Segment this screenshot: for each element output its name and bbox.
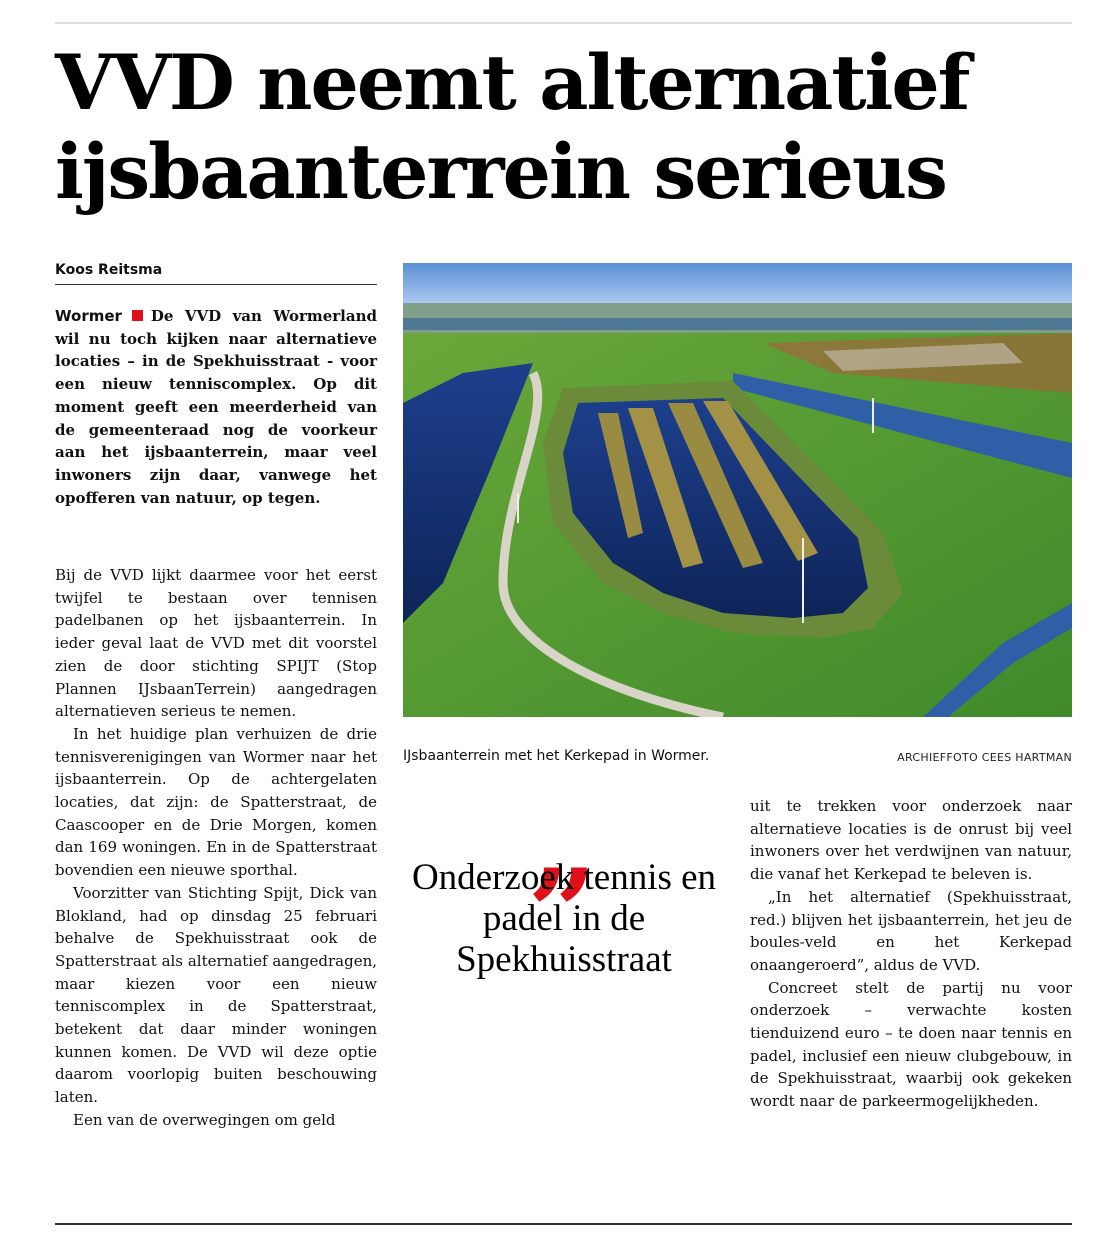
quote-mark-icon: „	[529, 774, 599, 915]
body-paragraph: „In het alternatief (Spekhuisstraat, red.) blijven het ijsbaanterrein, het jeu de boules-veld en het Kerkepad onaangeroerd”, aldus de VVD.	[750, 887, 1072, 974]
dateline: Wormer	[55, 307, 122, 325]
body-paragraph: Voorzitter van Stichting Spijt, Dick van Blokland, had op dinsdag 25 februari behalve de Spekhuisstraat ook de Spatterstraat als alternatief aangedragen, maar kiezen voor een nieuw tenniscomplex in de Spatterstraat, betekent dat daar minder woningen kunnen komen. De VVD wil deze optie daarom voorlopig buiten beschouwing laten.	[55, 883, 377, 1107]
top-rule	[55, 22, 1072, 24]
body-paragraph: Concreet stelt de partij nu voor onderzoek – verwachte kosten tienduizend euro – te doen naar tennis en padel, inclusief een nieuw clubgebouw, in de Spekhuisstraat, waarbij ook gekeken wordt naar de parkeermogelijkheden.	[750, 978, 1072, 1111]
lead-text: De VVD van Wormerland wil nu toch kijken naar alternatieve locaties – in de Spekhuisstraat - voor een nieuw tenniscomplex. Op dit moment geeft een meerderheid van de gemeenteraad nog de voorkeur aan het ijsbaanterrein, maar veel inwoners zijn daar, vanwege het opofferen van natuur, op tegen.	[55, 307, 377, 507]
pullquote: Onderzoek tennis en padel in de Spekhuisstraat	[411, 857, 717, 980]
photo-credit: ARCHIEFFOTO CEES HARTMAN	[897, 751, 1072, 764]
aerial-photo	[403, 263, 1072, 717]
body-column-3	[750, 795, 1072, 1113]
bottom-rule	[55, 1223, 1072, 1225]
byline: Koos Reitsma	[55, 262, 377, 285]
body-paragraph: Een van de overwegingen om geld	[73, 1110, 336, 1129]
headline: VVD neemt alternatief ijsbaanterrein serieus	[55, 38, 969, 216]
body-column-1	[55, 564, 377, 1132]
lead-paragraph	[55, 305, 377, 509]
photo-caption: IJsbaanterrein met het Kerkepad in Wormer.	[403, 748, 710, 764]
body-paragraph: uit te trekken voor onderzoek naar alternatieve locaties is de onrust bij veel inwoners over het verdwijnen van natuur, die vanaf het Kerkepad te beleven is.	[750, 797, 1072, 884]
body-paragraph: Bij de VVD lijkt daarmee voor het eerst twijfel te bestaan over tennisen padelbanen op het ijsbaanterrein. In ieder geval laat de VVD met dit voorstel zien de door stichting SPIJT (Stop Plannen IJsbaanTerrein) aangedragen alternatieven serieus te nemen.	[55, 566, 377, 721]
body-paragraph: In het huidige plan verhuizen de drie tennisverenigingen van Wormer naar het ijsbaanterrein. Op de achtergelaten locaties, dat zijn: de Spatterstraat, de Caascooper en de Drie Morgen, komen dan 169 woningen. En in de Spatterstraat bovendien een nieuwe sporthal.	[55, 724, 377, 880]
red-square-icon	[132, 310, 143, 321]
